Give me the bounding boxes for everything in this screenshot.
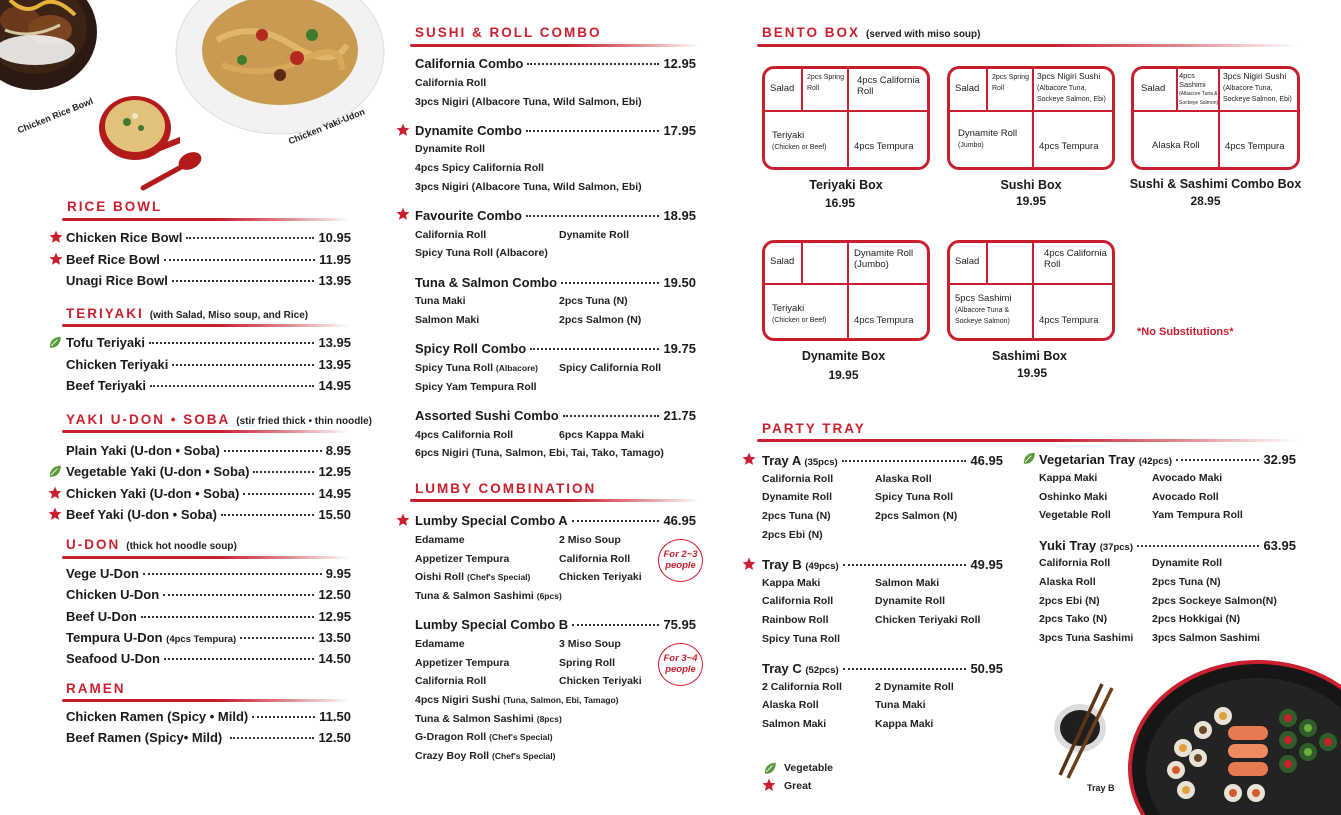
combo-line: Dynamite Roll bbox=[415, 143, 486, 155]
combo-line: G-Dragon Roll (Chef's Special) bbox=[415, 731, 553, 743]
tray-b-caption: Tray B bbox=[1087, 783, 1115, 793]
combo-line: 2pcs Salmon (N) bbox=[559, 314, 642, 326]
leaf-icon bbox=[48, 335, 62, 349]
combo-line: California Roll bbox=[415, 77, 487, 89]
tray-item: Tray B (49pcs) 49.95 bbox=[762, 557, 1003, 572]
yaki-title: YAKI U-DON • SOBA (stir fried thick • thin noodle) bbox=[66, 412, 372, 427]
menu-item: Vegetable Yaki (U-don • Soba) 12.95 bbox=[66, 464, 351, 479]
bento-underline bbox=[757, 44, 1297, 47]
menu-item: Seafood U-Don 14.50 bbox=[66, 651, 351, 666]
lumby-title: LUMBY COMBINATION bbox=[415, 481, 597, 496]
tray-line: 2pcs Tuna (N) bbox=[762, 510, 831, 522]
tray-line: 2pcs Tako (N) bbox=[1039, 613, 1108, 625]
tray-line: Oshinko Maki bbox=[1039, 491, 1108, 503]
tray-line: 2pcs Ebi (N) bbox=[762, 529, 823, 541]
people-badge: For 3~4 people bbox=[658, 643, 703, 686]
legend-great: Great bbox=[784, 780, 812, 792]
people-badge: For 2~3 people bbox=[658, 539, 703, 582]
menu-item: Beef Teriyaki 14.95 bbox=[66, 378, 351, 393]
menu-item: Dynamite Combo 17.95 bbox=[415, 123, 696, 138]
ramen-title: RAMEN bbox=[66, 681, 126, 696]
star-icon bbox=[762, 778, 776, 792]
tray-line: Alaska Roll bbox=[1039, 576, 1096, 588]
bento-salad: Salad bbox=[770, 83, 795, 94]
tray-line: Yam Tempura Roll bbox=[1152, 509, 1243, 521]
bento-top-right: 3pcs Nigiri Sushi (Albacore Tuna, Sockeye Salmon, Ebi) bbox=[1223, 71, 1292, 103]
combo-line: Dynamite Roll bbox=[559, 229, 630, 241]
tray-line: Vegetable Roll bbox=[1039, 509, 1111, 521]
bento-top-right: Dynamite Roll (Jumbo) bbox=[854, 248, 914, 270]
menu-item: Chicken U-Don 12.50 bbox=[66, 587, 351, 602]
menu-item: Beef Ramen (Spicy• Mild) 12.50 bbox=[66, 730, 351, 745]
combo-line: 3pcs Nigiri (Albacore Tuna, Wild Salmon, Ebi) bbox=[415, 96, 642, 108]
menu-item: California Combo 12.95 bbox=[415, 56, 696, 71]
party-tray-title: PARTY TRAY bbox=[762, 421, 866, 436]
udon-underline bbox=[62, 556, 350, 559]
tray-line: Chicken Teriyaki Roll bbox=[875, 614, 981, 626]
tray-line: Kappa Maki bbox=[762, 577, 821, 589]
menu-item: Vege U-Don 9.95 bbox=[66, 566, 351, 581]
tray-line: California Roll bbox=[762, 473, 834, 485]
menu-item: Unagi Rice Bowl 13.95 bbox=[66, 273, 351, 288]
bento-name: Dynamite Box bbox=[801, 349, 886, 363]
combo-line: 2 Miso Soup bbox=[559, 534, 621, 546]
yaki-underline bbox=[62, 430, 350, 433]
bento-bottom-left: Teriyaki (Chicken or Beef) bbox=[772, 303, 827, 324]
combo-line: Oishi Roll (Chef's Special) bbox=[415, 571, 531, 583]
combo-line: Spring Roll bbox=[559, 657, 615, 669]
tray-line: Spicy Tuna Roll bbox=[762, 633, 840, 645]
bento-name: Sushi & Sashimi Combo Box bbox=[1129, 177, 1302, 191]
tray-item: Vegetarian Tray (42pcs) 32.95 bbox=[1039, 452, 1296, 467]
tray-line: Rainbow Roll bbox=[762, 614, 829, 626]
star-icon bbox=[48, 507, 62, 521]
bento-top-mid: 4pcs Sashimi (Albacore Tuna & Sockeye Salmon) bbox=[1179, 71, 1219, 106]
menu-item: Chicken Yaki (U-don • Soba) 14.95 bbox=[66, 486, 351, 501]
combo-line: Appetizer Tempura bbox=[415, 657, 510, 669]
tray-line: Tuna Maki bbox=[875, 699, 926, 711]
menu-item: Chicken Rice Bowl 10.95 bbox=[66, 230, 351, 245]
combo-line: Tuna & Salmon Sashimi (8pcs) bbox=[415, 713, 562, 725]
star-icon bbox=[742, 557, 756, 571]
bento-top-right: 4pcs California Roll bbox=[1044, 248, 1107, 270]
sushi-combo-underline bbox=[410, 44, 700, 47]
bento-salad: Salad bbox=[955, 83, 980, 94]
bento-top-mid: 2pcs Spring Roll bbox=[992, 74, 1029, 92]
combo-line: 4pcs California Roll bbox=[415, 429, 514, 441]
combo-line: 6pcs Nigiri (Tuna, Salmon, Ebi, Tai, Tako, Tamago) bbox=[415, 447, 664, 459]
menu-item: Assorted Sushi Combo 21.75 bbox=[415, 408, 696, 423]
tray-line: Dynamite Roll bbox=[762, 491, 833, 503]
bento-box-diagram bbox=[762, 240, 930, 341]
combo-line: Spicy Tuna Roll (Albacore) bbox=[415, 362, 538, 374]
tray-line: 3pcs Salmon Sashimi bbox=[1152, 632, 1260, 644]
legend-vegetable: Vegetable bbox=[784, 762, 834, 774]
chicken-yaki-udon-caption: Chicken Yaki-Udon bbox=[287, 106, 367, 147]
soy-sauce-photo bbox=[1040, 680, 1120, 780]
bento-top-right: 4pcs California Roll bbox=[857, 75, 920, 97]
bento-box-diagram bbox=[1131, 66, 1300, 170]
tray-item: Tray C (52pcs) 50.95 bbox=[762, 661, 1003, 676]
bento-price: 16.95 bbox=[824, 196, 856, 210]
combo-line: California Roll bbox=[559, 553, 631, 565]
leaf-icon bbox=[48, 464, 62, 478]
combo-line: Edamame bbox=[415, 638, 465, 650]
combo-line: 4pcs Spicy California Roll bbox=[415, 162, 544, 174]
combo-line: Chicken Teriyaki bbox=[559, 675, 642, 687]
tray-line: 2pcs Ebi (N) bbox=[1039, 595, 1100, 607]
tray-line: Dynamite Roll bbox=[1152, 557, 1223, 569]
no-substitutions-note: *No Substitutions* bbox=[1137, 326, 1234, 338]
bento-name: Sashimi Box bbox=[991, 349, 1068, 363]
bento-bottom-right: 4pcs Tempura bbox=[1039, 141, 1099, 152]
bento-bottom-right: 4pcs Tempura bbox=[1039, 315, 1099, 326]
tray-line: 2 California Roll bbox=[762, 681, 842, 693]
combo-line: Crazy Boy Roll (Chef's Special) bbox=[415, 750, 556, 762]
combo-line: Edamame bbox=[415, 534, 465, 546]
bento-name: Sushi Box bbox=[1000, 178, 1062, 192]
combo-line: Tuna & Salmon Sashimi (6pcs) bbox=[415, 590, 562, 602]
bento-bottom-left: Dynamite Roll (Jumbo) bbox=[958, 128, 1018, 149]
bento-price: 19.95 bbox=[1015, 194, 1047, 208]
menu-item: Tuna & Salmon Combo 19.50 bbox=[415, 275, 696, 290]
tray-line: Kappa Maki bbox=[1039, 472, 1098, 484]
menu-item: Beef Yaki (U-don • Soba) 15.50 bbox=[66, 507, 351, 522]
bento-bottom-left: 5pcs Sashimi (Albacore Tuna & Sockeye Salmon) bbox=[955, 293, 1012, 325]
bento-price: 19.95 bbox=[1016, 366, 1048, 380]
tray-line: 2 Dynamite Roll bbox=[875, 681, 954, 693]
menu-item: Lumby Special Combo B 75.95 bbox=[415, 617, 696, 632]
combo-line: 3 Miso Soup bbox=[559, 638, 621, 650]
combo-line: Salmon Maki bbox=[415, 314, 480, 326]
teriyaki-underline bbox=[62, 324, 350, 327]
tray-line: Avocado Maki bbox=[1152, 472, 1223, 484]
party-tray-underline bbox=[757, 439, 1297, 442]
star-icon bbox=[49, 230, 63, 244]
bento-salad: Salad bbox=[955, 256, 980, 267]
combo-line: 6pcs Kappa Maki bbox=[559, 429, 645, 441]
ramen-underline bbox=[62, 699, 350, 702]
star-icon bbox=[49, 252, 63, 266]
rice-bowl-underline bbox=[62, 218, 350, 221]
bento-bottom-left: Alaska Roll bbox=[1152, 140, 1200, 151]
bento-box-diagram bbox=[947, 240, 1115, 341]
tray-item: Tray A (35pcs) 46.95 bbox=[762, 453, 1003, 468]
menu-item: Spicy Roll Combo 19.75 bbox=[415, 341, 696, 356]
combo-line: 4pcs Nigiri Sushi (Tuna, Salmon, Ebi, Tamago) bbox=[415, 694, 619, 706]
combo-line: Tuna Maki bbox=[415, 295, 466, 307]
menu-item: Tempura U-Don (4pcs Tempura) 13.50 bbox=[66, 630, 351, 645]
tray-line: Avocado Roll bbox=[1152, 491, 1219, 503]
bento-top-right: 3pcs Nigiri Sushi (Albacore Tuna, Sockeye Salmon, Ebi) bbox=[1037, 71, 1106, 103]
spoon-photo bbox=[138, 148, 208, 193]
bento-bottom-left: Teriyaki (Chicken or Beef) bbox=[772, 130, 827, 151]
tray-line: 2pcs Tuna (N) bbox=[1152, 576, 1221, 588]
tray-line: 2pcs Hokkigai (N) bbox=[1152, 613, 1241, 625]
sushi-combo-title: SUSHI & ROLL COMBO bbox=[415, 25, 602, 40]
leaf-icon bbox=[763, 761, 777, 775]
menu-item: Beef Rice Bowl 11.95 bbox=[66, 252, 351, 267]
bento-box-diagram bbox=[762, 66, 930, 170]
combo-line: Chicken Teriyaki bbox=[559, 571, 642, 583]
tray-line: Salmon Maki bbox=[762, 718, 827, 730]
tray-line: 2pcs Sockeye Salmon(N) bbox=[1152, 595, 1277, 607]
menu-item: Plain Yaki (U-don • Soba) 8.95 bbox=[66, 443, 351, 458]
tray-line: 2pcs Salmon (N) bbox=[875, 510, 958, 522]
leaf-icon bbox=[1022, 451, 1036, 465]
tray-line: California Roll bbox=[1039, 557, 1111, 569]
tray-line: Salmon Maki bbox=[875, 577, 940, 589]
bento-top-mid: 2pcs Spring Roll bbox=[807, 74, 844, 92]
combo-line: Appetizer Tempura bbox=[415, 553, 510, 565]
menu-item: Chicken Teriyaki 13.95 bbox=[66, 357, 351, 372]
menu-item: Lumby Special Combo A 46.95 bbox=[415, 513, 696, 528]
tray-line: Alaska Roll bbox=[875, 473, 932, 485]
tray-line: California Roll bbox=[762, 595, 834, 607]
combo-line: Spicy Yam Tempura Roll bbox=[415, 381, 537, 393]
tray-line: 3pcs Tuna Sashimi bbox=[1039, 632, 1134, 644]
tray-line: Kappa Maki bbox=[875, 718, 934, 730]
combo-line: 2pcs Tuna (N) bbox=[559, 295, 628, 307]
combo-line: Spicy Tuna Roll (Albacore) bbox=[415, 247, 548, 259]
bento-bottom-right: 4pcs Tempura bbox=[854, 315, 914, 326]
combo-line: California Roll bbox=[415, 675, 487, 687]
chicken-rice-bowl-caption: Chicken Rice Bowl bbox=[16, 95, 95, 136]
star-icon bbox=[396, 513, 410, 527]
star-icon bbox=[396, 123, 410, 137]
menu-item: Favourite Combo 18.95 bbox=[415, 208, 696, 223]
bento-bottom-right: 4pcs Tempura bbox=[1225, 141, 1285, 152]
menu-item: Beef U-Don 12.95 bbox=[66, 609, 351, 624]
bento-price: 19.95 bbox=[828, 368, 859, 382]
udon-title: U-DON (thick hot noodle soup) bbox=[66, 537, 237, 552]
star-icon bbox=[742, 452, 756, 466]
bento-box-diagram bbox=[947, 66, 1115, 170]
tray-item: Yuki Tray (37pcs) 63.95 bbox=[1039, 538, 1296, 553]
combo-line: California Roll bbox=[415, 229, 487, 241]
teriyaki-title: TERIYAKI (with Salad, Miso soup, and Rice) bbox=[66, 306, 309, 321]
menu-item: Tofu Teriyaki 13.95 bbox=[66, 335, 351, 350]
star-icon bbox=[396, 207, 410, 221]
star-icon bbox=[48, 486, 62, 500]
combo-line: 3pcs Nigiri (Albacore Tuna, Wild Salmon, Ebi) bbox=[415, 181, 642, 193]
bento-name: Teriyaki Box bbox=[809, 178, 883, 192]
bento-salad: Salad bbox=[1141, 83, 1166, 94]
tray-line: Dynamite Roll bbox=[875, 595, 946, 607]
bento-price: 28.95 bbox=[1190, 194, 1221, 208]
tray-line: Alaska Roll bbox=[762, 699, 819, 711]
bento-bottom-right: 4pcs Tempura bbox=[854, 141, 914, 152]
lumby-underline bbox=[410, 499, 700, 502]
bento-title: BENTO BOX (served with miso soup) bbox=[762, 25, 981, 40]
tray-b-photo bbox=[1128, 658, 1341, 815]
bento-salad: Salad bbox=[770, 256, 795, 267]
rice-bowl-title: RICE BOWL bbox=[67, 199, 163, 214]
combo-line: Spicy California Roll bbox=[559, 362, 662, 374]
menu-item: Chicken Ramen (Spicy • Mild) 11.50 bbox=[66, 709, 351, 724]
tray-line: Spicy Tuna Roll bbox=[875, 491, 953, 503]
